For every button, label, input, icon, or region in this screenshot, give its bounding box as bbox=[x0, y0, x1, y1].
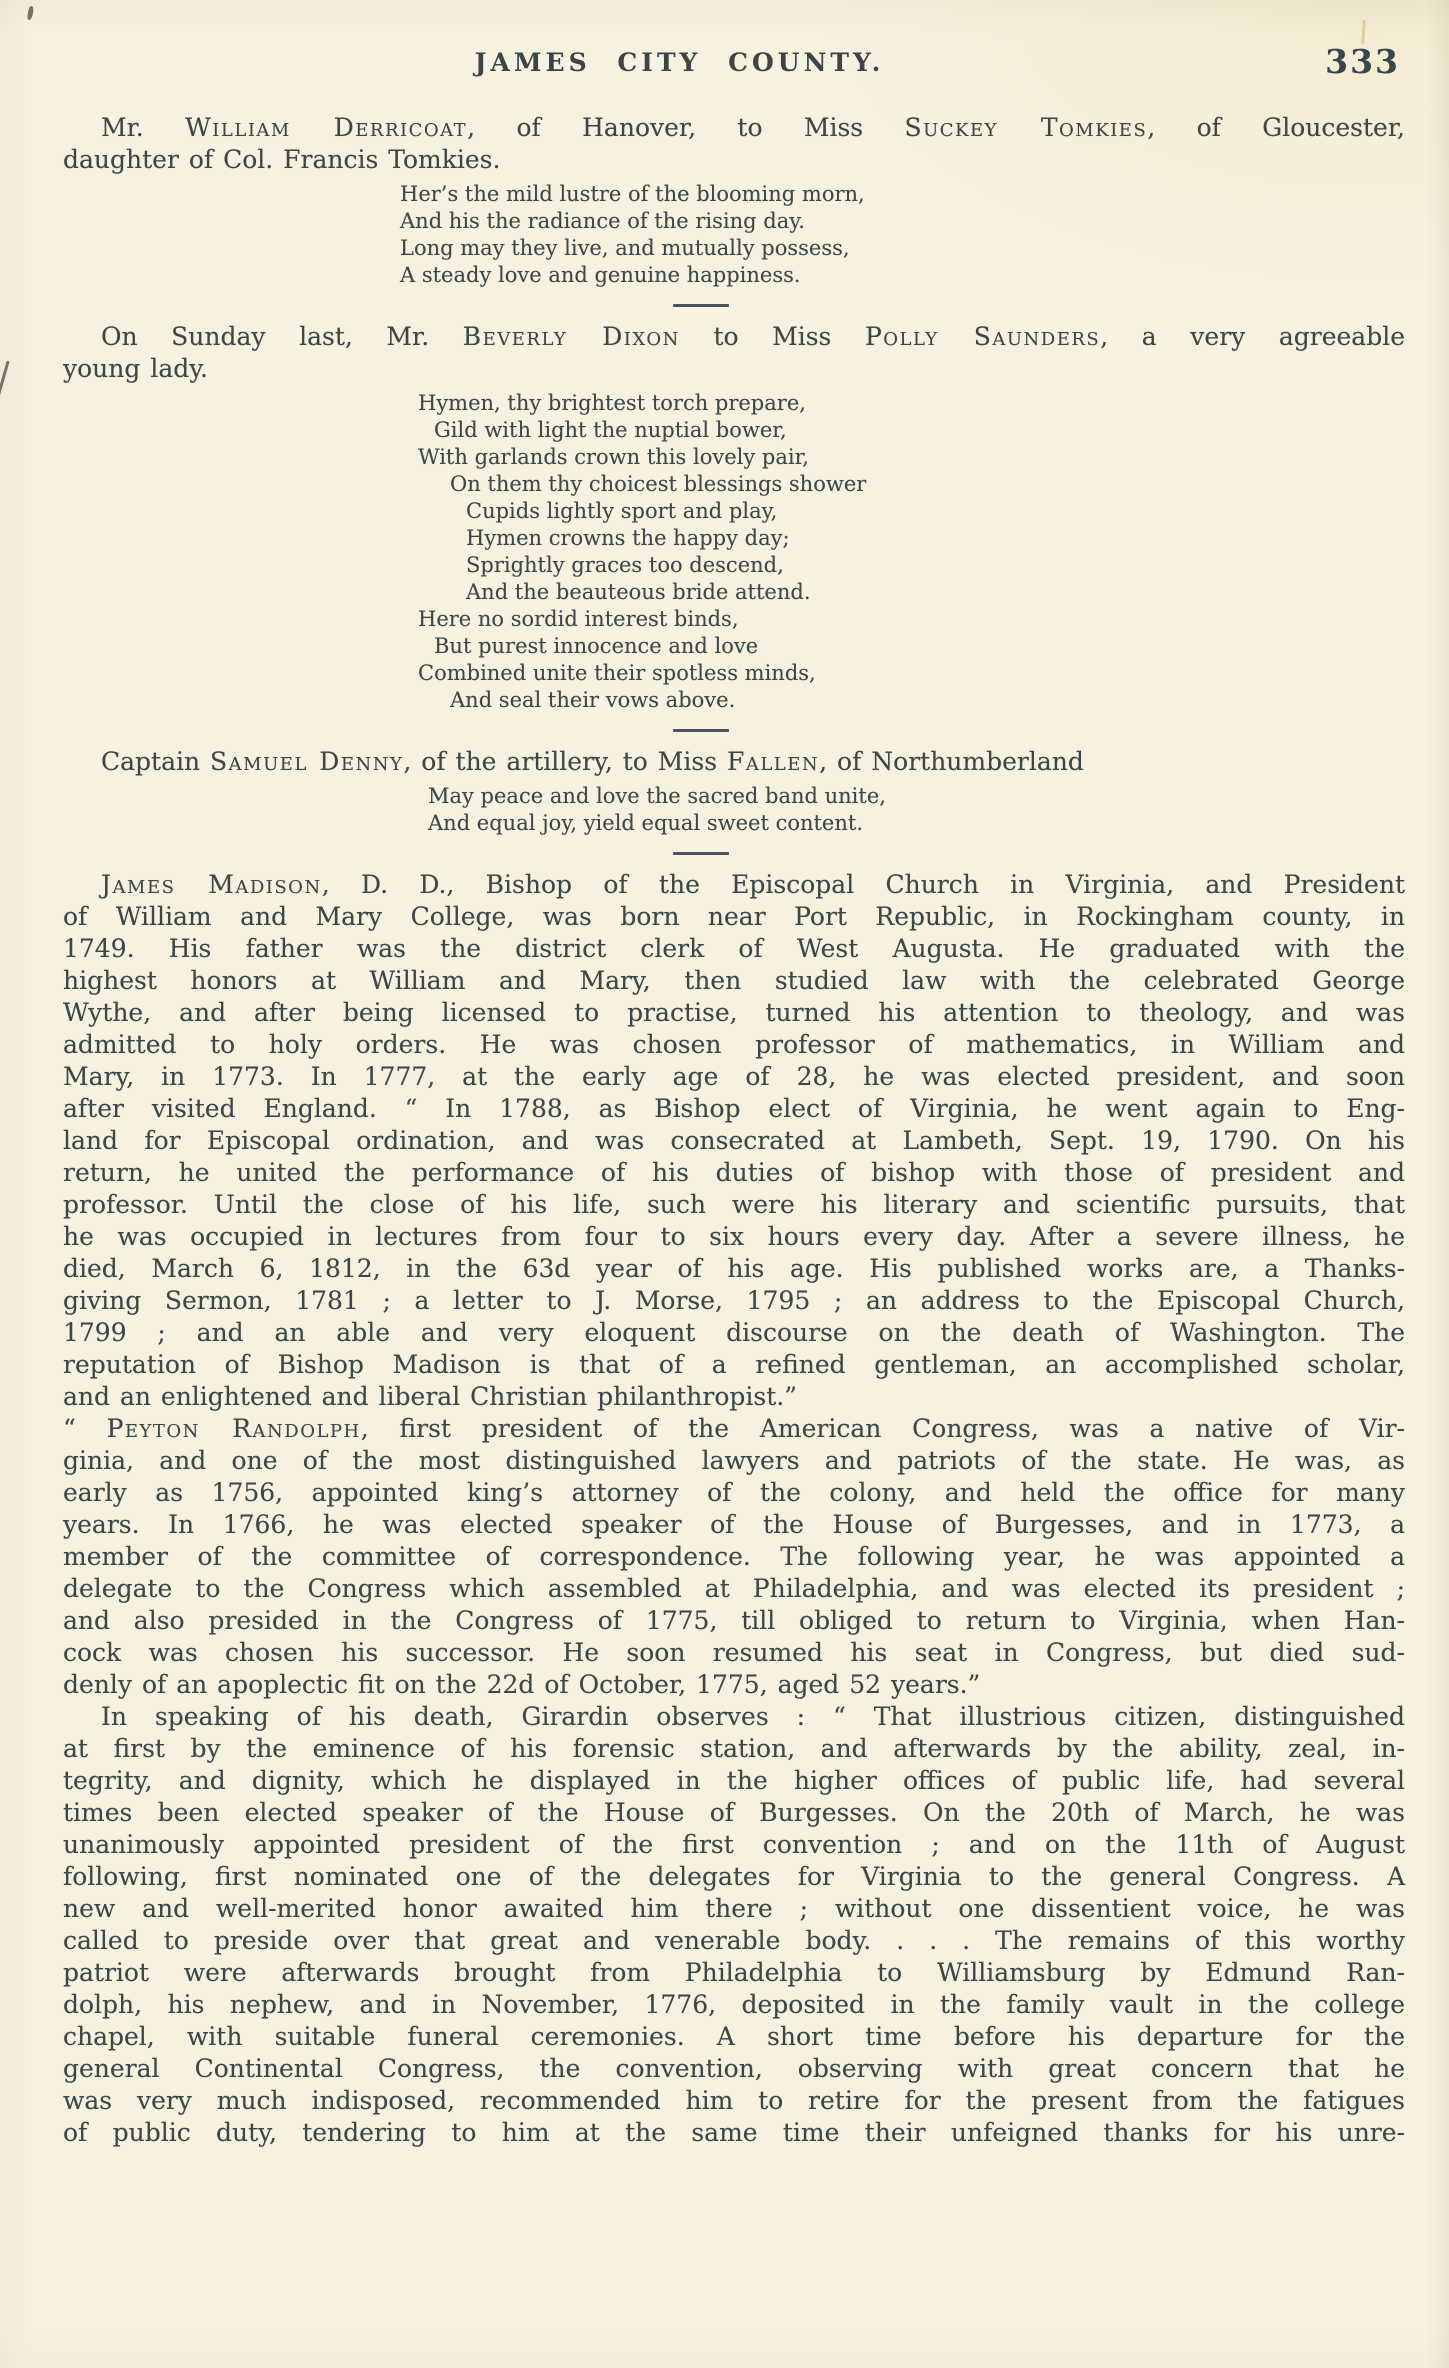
page-number: 333 bbox=[1325, 42, 1400, 81]
text-line bbox=[63, 1541, 1405, 1573]
person-name: Fallen bbox=[726, 747, 820, 776]
text-line bbox=[63, 1189, 1405, 1221]
paragraph bbox=[63, 746, 1405, 778]
poem-line: And the beauteous bride attend. bbox=[466, 580, 811, 604]
text-line bbox=[63, 1221, 1405, 1253]
text-line bbox=[63, 1733, 1405, 1765]
poem-line: And his the radiance of the rising day. bbox=[400, 209, 805, 233]
text-segment: , first president of the American Congress, was a native of Vir- bbox=[360, 1414, 1406, 1443]
text-segment: daughter of Col. Francis Tomkies. bbox=[63, 145, 501, 174]
text-segment: In speaking of his death, Girardin observes : “ That illustrious citizen, distinguished bbox=[101, 1702, 1405, 1731]
poem-line: May peace and love the sacred band unite, bbox=[428, 784, 886, 808]
text-line bbox=[63, 353, 1405, 385]
text-segment: new and well-merited honor awaited him there ; without one dissentient voice, he was bbox=[63, 1894, 1405, 1923]
text-segment: Mary, in 1773. In 1777, at the early age of 28, he was elected president, and soon bbox=[63, 1062, 1405, 1091]
text-segment: young lady. bbox=[63, 354, 208, 383]
poem-line: And equal joy, yield equal sweet content. bbox=[428, 811, 864, 835]
text-line bbox=[63, 321, 1405, 353]
text-line bbox=[63, 1381, 1405, 1413]
poem-line: Long may they live, and mutually possess, bbox=[400, 236, 850, 260]
text-line bbox=[63, 1413, 1405, 1445]
text-line bbox=[63, 901, 1405, 933]
text-segment: unanimously appointed president of the first convention ; and on the 11th of August bbox=[63, 1830, 1405, 1859]
text-line bbox=[63, 112, 1405, 144]
text-segment: “ bbox=[63, 1414, 107, 1443]
person-name: James Madison bbox=[101, 870, 322, 899]
text-line bbox=[63, 1509, 1405, 1541]
page-header bbox=[0, 0, 1449, 84]
poem-line: Hymen, thy brightest torch prepare, bbox=[418, 391, 806, 415]
paragraph bbox=[63, 112, 1405, 176]
text-line bbox=[63, 1829, 1405, 1861]
text-line bbox=[63, 144, 1405, 176]
person-name: Polly Saunders bbox=[864, 322, 1101, 351]
text-segment: , of Gloucester, bbox=[1147, 113, 1405, 142]
text-segment: to Miss bbox=[679, 322, 865, 351]
text-line bbox=[63, 2053, 1405, 2085]
text-segment: cock was chosen his successor. He soon resumed his seat in Congress, but died sud- bbox=[63, 1638, 1405, 1667]
text-segment: tegrity, and dignity, which he displayed in the higher offices of public life, had several bbox=[63, 1766, 1405, 1795]
paragraph bbox=[63, 1413, 1405, 1701]
text-line bbox=[63, 997, 1405, 1029]
text-line bbox=[63, 1093, 1405, 1125]
text-line bbox=[63, 1957, 1405, 1989]
text-segment: years. In 1766, he was elected speaker of the House of Burgesses, and in 1773, a bbox=[63, 1510, 1405, 1539]
text-segment: admitted to holy orders. He was chosen professor of mathematics, in William and bbox=[63, 1030, 1405, 1059]
text-segment: Mr. bbox=[101, 113, 186, 142]
text-segment: of public duty, tendering to him at the same time their unfeigned thanks for his unre- bbox=[63, 2118, 1405, 2147]
text-segment: and an enlightened and liberal Christian philanthropist.” bbox=[63, 1382, 797, 1411]
poem bbox=[63, 181, 1405, 289]
paragraph bbox=[63, 321, 1405, 385]
paragraph bbox=[63, 869, 1405, 1413]
pen-stroke-left-margin bbox=[0, 360, 10, 401]
poem-line: With garlands crown this lovely pair, bbox=[418, 445, 809, 469]
text-segment: highest honors at William and Mary, then studied law with the celebrated George bbox=[63, 966, 1405, 995]
section-divider bbox=[673, 852, 729, 855]
text-segment: called to preside over that great and venerable body. . . . The remains of this worthy bbox=[63, 1926, 1405, 1955]
text-segment: and also presided in the Congress of 1775, till obliged to return to Virginia, when Han- bbox=[63, 1606, 1405, 1635]
text-segment: , D. D., Bishop of the Episcopal Church in Virginia, and President bbox=[321, 870, 1405, 899]
text-line bbox=[63, 1797, 1405, 1829]
text-segment: early as 1756, appointed king’s attorney of the colony, and held the office for many bbox=[63, 1478, 1405, 1507]
text-line bbox=[63, 1285, 1405, 1317]
poem-line: Her’s the mild lustre of the blooming morn, bbox=[400, 182, 865, 206]
text-line bbox=[63, 1605, 1405, 1637]
text-segment: Wythe, and after being licensed to practise, turned his attention to theology, and was bbox=[63, 998, 1405, 1027]
text-line bbox=[63, 2085, 1405, 2117]
person-name: Samuel Denny bbox=[210, 747, 404, 776]
text-segment: On Sunday last, Mr. bbox=[101, 322, 463, 351]
text-line bbox=[63, 1925, 1405, 1957]
text-segment: return, he united the performance of his duties of bishop with those of president and bbox=[63, 1158, 1405, 1187]
text-line bbox=[63, 1445, 1405, 1477]
text-segment: giving Sermon, 1781 ; a letter to J. Morse, 1795 ; an address to the Episcopal Church, bbox=[63, 1286, 1405, 1315]
text-segment: of William and Mary College, was born near Port Republic, in Rockingham county, in bbox=[63, 902, 1405, 931]
poem bbox=[63, 390, 1405, 714]
text-segment: he was occupied in lectures from four to six hours every day. After a severe illness, he bbox=[63, 1222, 1405, 1251]
text-line bbox=[63, 1765, 1405, 1797]
text-segment: Captain bbox=[101, 747, 211, 776]
poem-line: Here no sordid interest binds, bbox=[418, 607, 739, 631]
paragraph bbox=[63, 1701, 1405, 2149]
text-segment: ginia, and one of the most distinguished lawyers and patriots of the state. He was, as bbox=[63, 1446, 1405, 1475]
text-line bbox=[63, 933, 1405, 965]
text-segment: 1799 ; and an able and very eloquent discourse on the death of Washington. The bbox=[63, 1318, 1405, 1347]
text-line bbox=[63, 1989, 1405, 2021]
text-segment: died, March 6, 1812, in the 63d year of his age. His published works are, a Thanks- bbox=[63, 1254, 1405, 1283]
text-line bbox=[63, 1157, 1405, 1189]
text-segment: land for Episcopal ordination, and was consecrated at Lambeth, Sept. 19, 1790. On his bbox=[63, 1126, 1405, 1155]
text-segment: 1749. His father was the district clerk of West Augusta. He graduated with the bbox=[63, 934, 1405, 963]
text-segment: reputation of Bishop Madison is that of a refined gentleman, an accomplished scholar, bbox=[63, 1350, 1405, 1379]
text-line bbox=[63, 1029, 1405, 1061]
text-line bbox=[63, 1317, 1405, 1349]
running-title: JAMES CITY COUNTY. bbox=[474, 48, 885, 77]
text-line bbox=[63, 2021, 1405, 2053]
poem-line: Cupids lightly sport and play, bbox=[466, 499, 778, 523]
text-line bbox=[63, 1701, 1405, 1733]
person-name: William Derricoat bbox=[185, 113, 468, 142]
text-segment: , of the artillery, to Miss bbox=[403, 747, 727, 776]
text-line bbox=[63, 1637, 1405, 1669]
person-name: Peyton Randolph bbox=[106, 1414, 361, 1443]
text-segment: was very much indisposed, recommended him to retire for the present from the fatigues bbox=[63, 2086, 1405, 2115]
text-segment: following, first nominated one of the delegates for Virginia to the general Congress. A bbox=[63, 1862, 1405, 1891]
text-line bbox=[63, 965, 1405, 997]
person-name: Beverly Dixon bbox=[462, 322, 680, 351]
text-segment: , of Northumberland bbox=[819, 747, 1084, 776]
text-segment: at first by the eminence of his forensic station, and afterwards by the ability, zeal, in- bbox=[63, 1734, 1405, 1763]
poem-line: Gild with light the nuptial bower, bbox=[434, 418, 787, 442]
text-line bbox=[63, 1861, 1405, 1893]
text-segment: member of the committee of correspondence. The following year, he was appointed a bbox=[63, 1542, 1405, 1571]
section-divider bbox=[673, 304, 729, 307]
text-segment: chapel, with suitable funeral ceremonies. A short time before his departure for the bbox=[63, 2022, 1405, 2051]
text-segment: delegate to the Congress which assembled at Philadelphia, and was elected its president ; bbox=[63, 1574, 1405, 1603]
poem-line: And seal their vows above. bbox=[450, 688, 736, 712]
section-divider bbox=[673, 729, 729, 732]
poem-line: On them thy choicest blessings shower bbox=[450, 472, 867, 496]
text-segment: dolph, his nephew, and in November, 1776, deposited in the family vault in the college bbox=[63, 1990, 1405, 2019]
text-line bbox=[63, 1125, 1405, 1157]
text-segment: general Continental Congress, the convention, observing with great concern that he bbox=[63, 2054, 1405, 2083]
text-line bbox=[63, 1253, 1405, 1285]
poem-line: Combined unite their spotless minds, bbox=[418, 661, 816, 685]
text-segment: after visited England. “ In 1788, as Bishop elect of Virginia, he went again to Eng- bbox=[63, 1094, 1405, 1123]
text-segment: times been elected speaker of the House of Burgesses. On the 20th of March, he was bbox=[63, 1798, 1405, 1827]
poem-line: A steady love and genuine happiness. bbox=[400, 263, 801, 287]
text-line bbox=[63, 1669, 1405, 1701]
text-line bbox=[63, 869, 1405, 901]
text-line bbox=[63, 746, 1405, 778]
poem bbox=[63, 783, 1405, 837]
text-line bbox=[63, 1349, 1405, 1381]
text-line bbox=[63, 1477, 1405, 1509]
text-segment: patriot were afterwards brought from Philadelphia to Williamsburg by Edmund Ran- bbox=[63, 1958, 1405, 1987]
poem-line: Hymen crowns the happy day; bbox=[466, 526, 790, 550]
text-line bbox=[63, 1573, 1405, 1605]
text-line bbox=[63, 1061, 1405, 1093]
text-segment: professor. Until the close of his life, such were his literary and scientific pursuits, that bbox=[63, 1190, 1405, 1219]
text-line bbox=[63, 2117, 1405, 2149]
text-segment: denly of an apoplectic fit on the 22d of October, 1775, aged 52 years.” bbox=[63, 1670, 981, 1699]
person-name: Suckey Tomkies bbox=[904, 113, 1148, 142]
poem-line: Sprightly graces too descend, bbox=[466, 553, 784, 577]
page-content bbox=[63, 112, 1405, 2149]
poem-line: But purest innocence and love bbox=[434, 634, 759, 658]
text-line bbox=[63, 1893, 1405, 1925]
text-segment: , a very agreeable bbox=[1100, 322, 1405, 351]
text-segment: , of Hanover, to Miss bbox=[467, 113, 905, 142]
